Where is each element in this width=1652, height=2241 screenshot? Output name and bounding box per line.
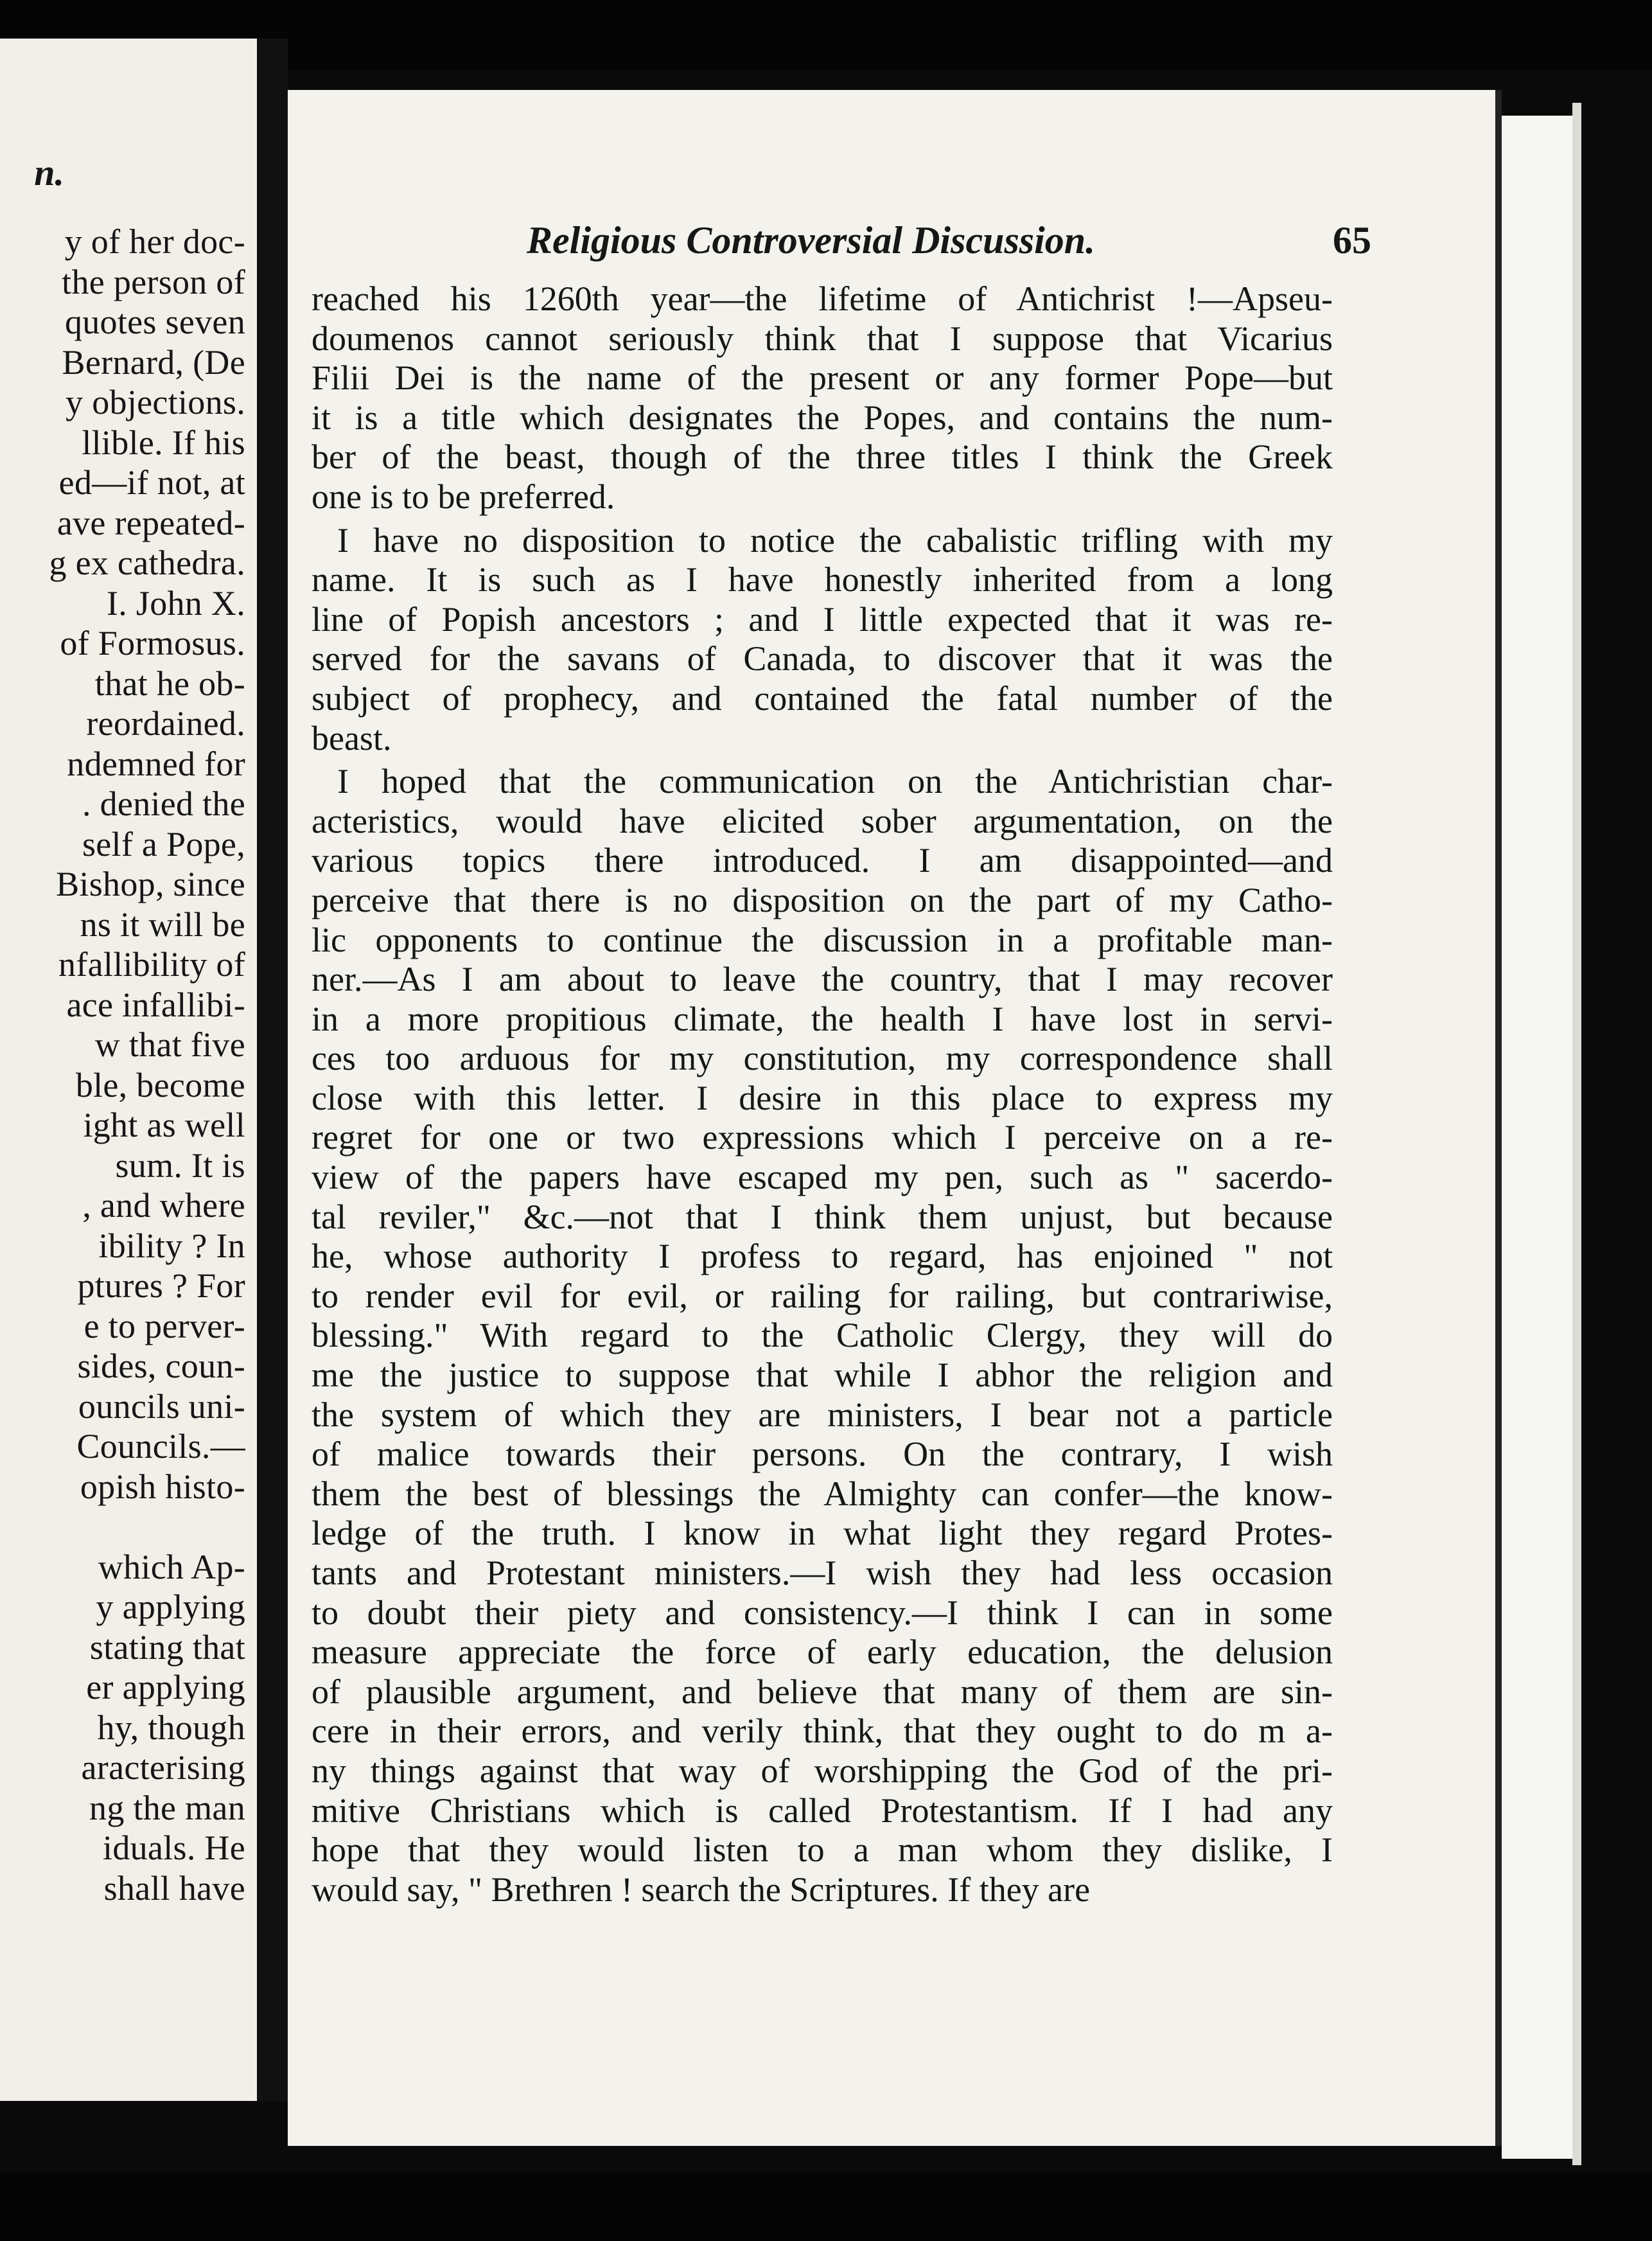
body-paragraph — [312, 762, 1333, 1909]
body-line: he, whose authority I profess to regard, has enjoined " not — [312, 1237, 1333, 1276]
left-page-line: ns it will be — [80, 905, 245, 944]
body-paragraph — [312, 521, 1333, 759]
left-page-line: I. John X. — [107, 583, 245, 623]
body-line: I have no disposition to notice the cabalistic trifling with my — [337, 520, 1333, 560]
left-page-line: hy, though — [97, 1708, 245, 1747]
body-line: ny things against that way of worshipping the God of the pri- — [312, 1751, 1333, 1790]
body-line: I hoped that the communication on the Antichristian char- — [337, 762, 1333, 801]
body-line: measure appreciate the force of early education, the delusion — [312, 1633, 1333, 1672]
body-text — [312, 279, 1333, 1909]
scan-border-bottom — [0, 2172, 1652, 2241]
left-page-line: y applying — [96, 1588, 245, 1626]
body-line: would say, " Brethren ! search the Scriptures. If they are — [312, 1870, 1091, 1909]
page-number: 65 — [1333, 219, 1371, 261]
left-page-line: g ex cathedra. — [49, 544, 245, 582]
left-page-line: Councils.— — [76, 1427, 245, 1466]
left-page-line: . denied the — [82, 784, 245, 823]
left-page-line: llible. If his — [82, 423, 245, 462]
body-line: subject of prophecy, and contained the fatal number of the — [312, 678, 1333, 718]
body-line: one is to be preferred. — [312, 477, 615, 516]
left-page-line: ave repeated- — [57, 503, 245, 542]
body-line: view of the papers have escaped my pen, such as " sacerdo- — [312, 1158, 1333, 1197]
body-line: the system of which they are ministers, I bear not a particle — [312, 1395, 1333, 1434]
body-line: served for the savans of Canada, to discover that it was the — [312, 639, 1333, 678]
body-line: it is a title which designates the Popes, and contains the num- — [312, 398, 1333, 437]
body-line: tants and Protestant ministers.—I wish they had less occasion — [312, 1554, 1333, 1592]
body-line: regret for one or two expressions which I perceive on a re- — [312, 1118, 1333, 1157]
body-line: to render evil for evil, or railing for railing, but contrariwise, — [312, 1276, 1333, 1315]
body-line: of malice towards their persons. On the contrary, I wish — [312, 1435, 1333, 1474]
body-line: hope that they would listen to a man whom they dislike, I — [312, 1830, 1333, 1870]
left-page — [0, 39, 261, 2101]
left-page-line: ight as well — [83, 1106, 245, 1144]
page-edge-shadow — [1572, 103, 1581, 2165]
left-page-line: that he ob- — [94, 664, 245, 703]
left-page-text-column — [0, 222, 245, 1908]
left-page-line: the person of — [62, 262, 245, 301]
body-line: lic opponents to continue the discussion in a profitable man- — [312, 920, 1333, 959]
left-page-line: nfallibility of — [58, 945, 245, 984]
left-page-line: ble, become — [75, 1065, 245, 1104]
left-page-line: stating that — [89, 1627, 245, 1667]
left-page-line: of Formosus. — [60, 624, 245, 662]
left-page-line: er applying — [86, 1668, 245, 1706]
left-page-line: e to perver- — [83, 1306, 245, 1345]
body-line: to doubt their piety and consistency.—I think I can in some — [312, 1593, 1333, 1632]
body-line: close with this letter. I desire in this place to express my — [312, 1078, 1333, 1117]
body-line: ces too arduous for my constitution, my correspondence shall — [312, 1039, 1333, 1078]
body-line: tal reviler," &c.—not that I think them unjust, but because — [312, 1197, 1333, 1236]
body-line: them the best of blessings the Almighty can confer—the know- — [312, 1474, 1333, 1513]
body-line: cere in their errors, and verily think, that they ought to do m a- — [312, 1712, 1333, 1751]
left-page-line — [0, 1507, 245, 1547]
left-page-line: y objections. — [66, 383, 245, 421]
page-fore-edge — [1502, 116, 1572, 2159]
left-page-line: ibility ? In — [98, 1226, 245, 1265]
body-line: in a more propitious climate, the health I have lost in servi- — [312, 999, 1333, 1038]
left-page-line: iduals. He — [103, 1829, 245, 1867]
left-page-line: ed—if not, at — [58, 463, 245, 502]
body-line: ber of the beast, though of the three titles I think the Greek — [312, 438, 1333, 477]
body-line: Filii Dei is the name of the present or any former Pope—but — [312, 359, 1333, 398]
body-line: line of Popish ancestors ; and I little expected that it was re- — [312, 599, 1333, 639]
left-page-line: , and where — [82, 1186, 245, 1225]
left-page-line: which Ap- — [98, 1547, 245, 1586]
body-line: name. It is such as I have honestly inherited from a long — [312, 560, 1333, 599]
left-page-line: sum. It is — [115, 1146, 245, 1185]
left-page-line: self a Pope, — [82, 824, 245, 864]
left-page-line: Bishop, since — [56, 865, 245, 903]
left-page-line: aracterising — [81, 1748, 245, 1787]
body-line: mitive Christians which is called Protestantism. If I had any — [312, 1791, 1333, 1830]
body-line: reached his 1260th year—the lifetime of Antichrist !—Apseu- — [312, 279, 1333, 318]
running-head: Religious Controversial Discussion. — [527, 219, 1096, 261]
body-line: me the justice to suppose that while I abhor the religion and — [312, 1356, 1333, 1395]
body-line: of plausible argument, and believe that many of them are sin- — [312, 1672, 1333, 1711]
body-line: ner.—As I am about to leave the country, that I may recover — [312, 960, 1333, 999]
left-page-line: sides, coun- — [77, 1347, 245, 1385]
left-page-line: ouncils uni- — [78, 1386, 245, 1426]
left-page-line: shall have — [103, 1868, 245, 1908]
left-page-line: ptures ? For — [77, 1266, 245, 1305]
left-page-line: opish histo- — [80, 1467, 245, 1506]
left-page-line: Bernard, (De — [62, 342, 245, 382]
body-line: perceive that there is no disposition on the part of my Catho- — [312, 880, 1333, 919]
book-gutter — [257, 39, 288, 2101]
left-page-line: ndemned for — [67, 744, 245, 783]
left-page-line: ace infallibi- — [66, 985, 245, 1024]
left-page-header-fragment: n. — [34, 152, 64, 193]
left-page-line: y of her doc- — [64, 222, 245, 261]
body-line: acteristics, would have elicited sober argumentation, on the — [312, 801, 1333, 840]
body-line: doumenos cannot seriously think that I suppose that Vicarius — [312, 319, 1333, 358]
left-page-line: w that five — [94, 1025, 245, 1064]
body-paragraph — [312, 279, 1333, 517]
left-page-line: reordained. — [86, 704, 245, 743]
left-page-line: ng the man — [89, 1788, 245, 1827]
left-page-line: quotes seven — [64, 303, 245, 341]
body-line: ledge of the truth. I know in what light they regard Protes- — [312, 1514, 1333, 1553]
body-line: beast. — [312, 718, 392, 757]
body-line: blessing." With regard to the Catholic Clergy, they will do — [312, 1316, 1333, 1355]
body-line: various topics there introduced. I am disappointed—and — [312, 841, 1333, 880]
